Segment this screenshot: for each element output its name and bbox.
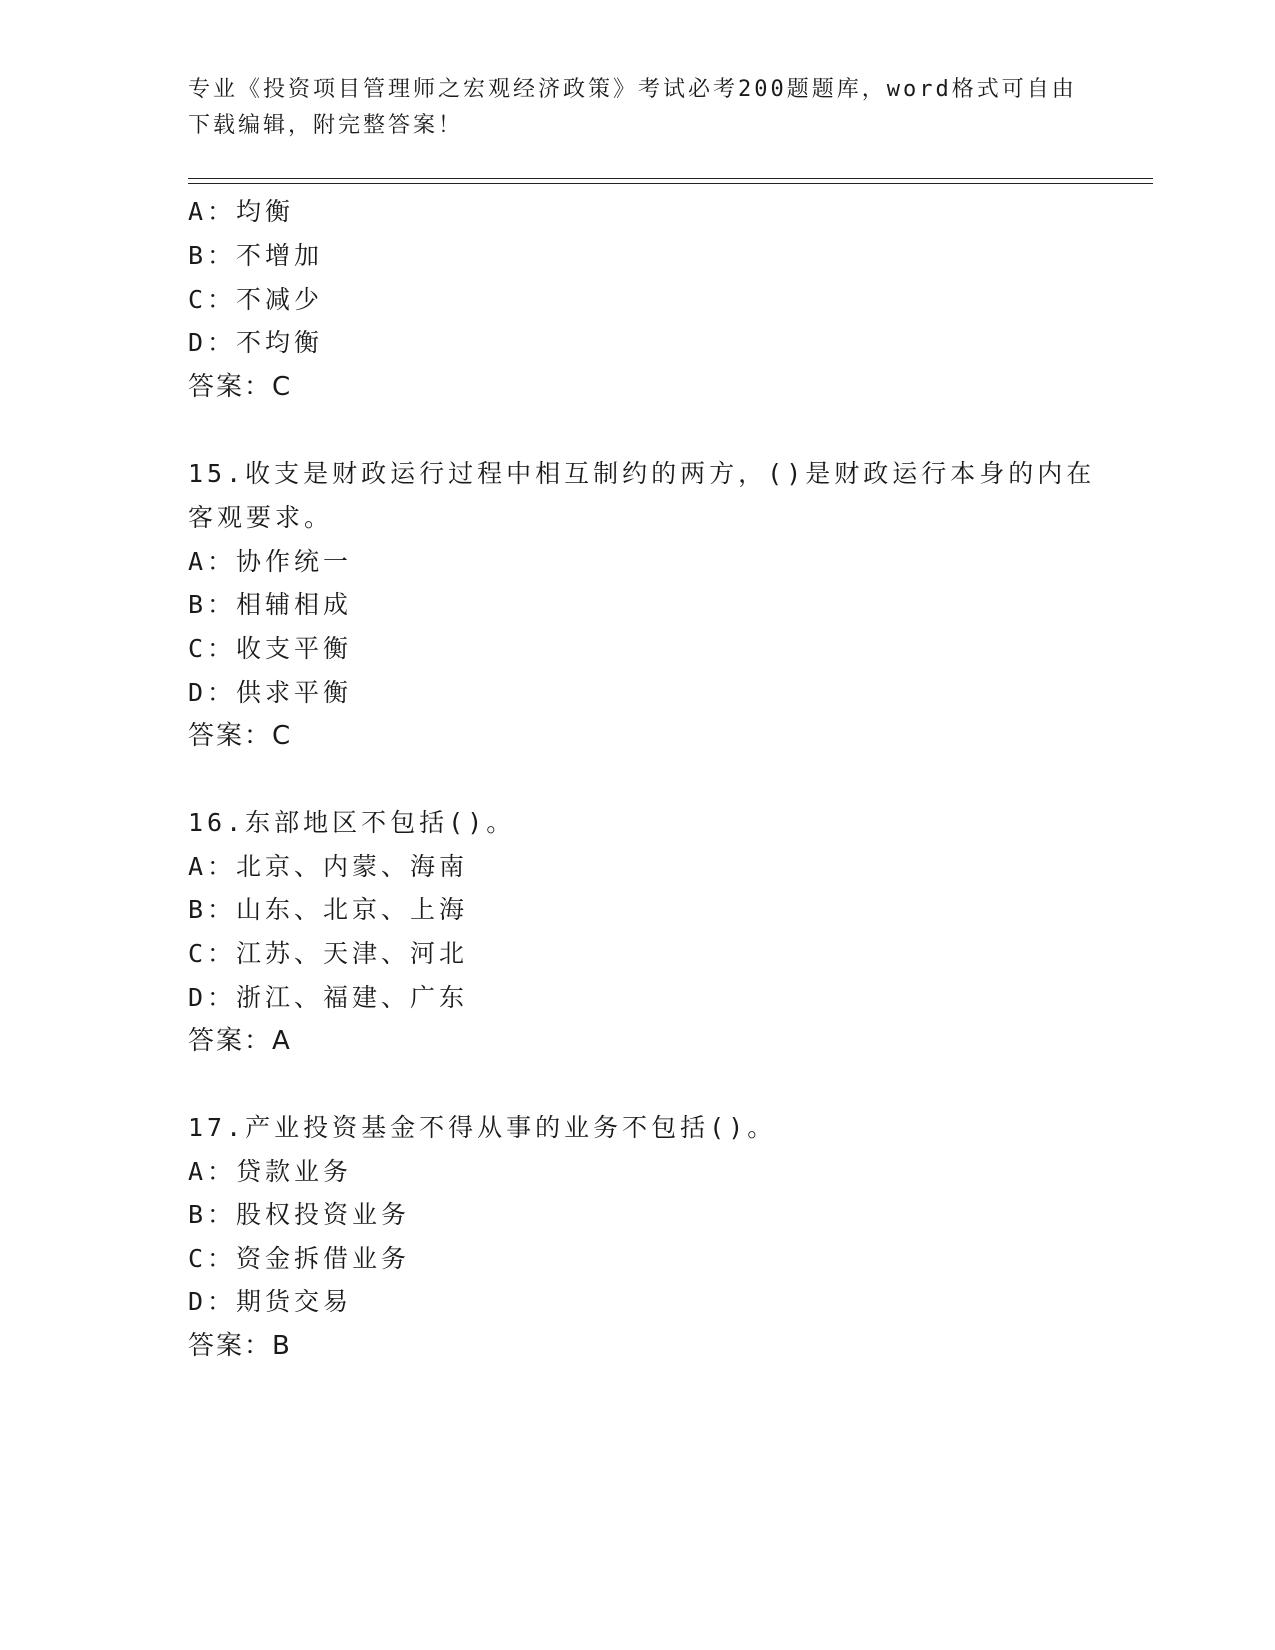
q15-option-a: A：协作统一 xyxy=(188,547,353,576)
q17-stem: 17.产业投资基金不得从事的业务不包括()。 xyxy=(188,1113,777,1142)
q15-option-d: D：供求平衡 xyxy=(188,678,353,707)
q15-option-b: B：相辅相成 xyxy=(188,590,353,619)
document-header xyxy=(188,72,1088,144)
q16-option-b: B：山东、北京、上海 xyxy=(188,895,469,924)
q17-option-a: A：贷款业务 xyxy=(188,1157,353,1186)
q14-answer: 答案：C xyxy=(188,372,293,402)
header-line-2: 下载编辑，附完整答案！ xyxy=(188,113,464,138)
q16-option-a: A：北京、内蒙、海南 xyxy=(188,852,469,881)
q15-stem-line-2: 客观要求。 xyxy=(188,503,334,532)
q16-answer: 答案：A xyxy=(188,1026,292,1056)
header-divider-top xyxy=(188,178,1153,179)
q16-option-d: D：浙江、福建、广东 xyxy=(188,983,469,1012)
q17-option-c: C：资金拆借业务 xyxy=(188,1244,411,1273)
q17-option-b: B：股权投资业务 xyxy=(188,1200,411,1229)
q14-option-a: A：均衡 xyxy=(188,197,295,226)
q16-stem: 16.东部地区不包括()。 xyxy=(188,808,516,837)
q14-option-c: C：不减少 xyxy=(188,285,324,314)
header-divider-bottom xyxy=(188,183,1153,184)
q15-answer: 答案：C xyxy=(188,721,293,751)
q17-answer: 答案：B xyxy=(188,1331,292,1361)
q14-option-b: B：不增加 xyxy=(188,241,324,270)
q15-option-c: C：收支平衡 xyxy=(188,634,353,663)
header-line-1: 专业《投资项目管理师之宏观经济政策》考试必考200题题库，word格式可自由 xyxy=(188,77,1077,102)
q16-option-c: C：江苏、天津、河北 xyxy=(188,939,469,968)
q14-option-d: D：不均衡 xyxy=(188,328,324,357)
q17-option-d: D：期货交易 xyxy=(188,1287,353,1316)
q15-stem-line-1: 15.收支是财政运行过程中相互制约的两方，()是财政运行本身的内在 xyxy=(188,459,1096,488)
